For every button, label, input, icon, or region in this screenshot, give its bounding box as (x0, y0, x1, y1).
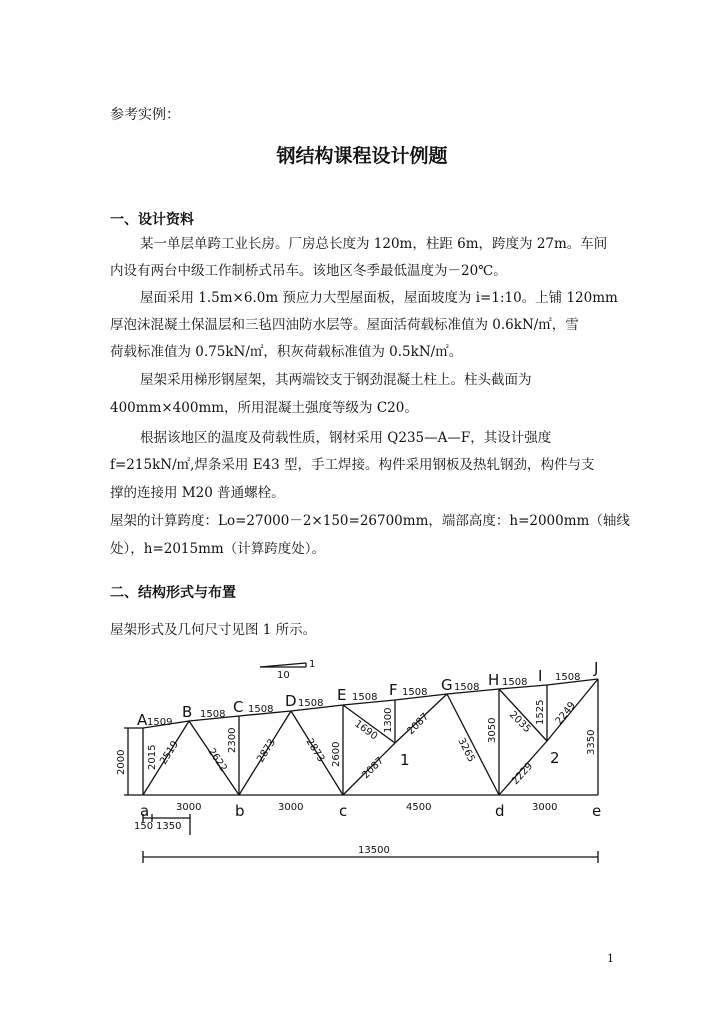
paragraph-line: 屋架的计算跨度：Lo=27000－2×150=26700mm，端部高度：h=2000mm（轴线 (110, 513, 630, 529)
member-length: 2087 (405, 711, 432, 738)
member-length: 1508 (248, 704, 274, 715)
node-label: A (137, 711, 148, 729)
node-label: B (182, 703, 193, 721)
member-length: 3265 (455, 736, 477, 765)
member-length: 2087 (360, 755, 387, 782)
paragraph-line: 撑的连接用 M20 普通螺栓。 (110, 485, 285, 501)
page-title: 钢结构课程设计例题 (276, 145, 448, 167)
member-length: 1300 (383, 707, 394, 733)
panel-mark: 1 (400, 751, 410, 769)
node-label: E (337, 686, 347, 704)
truss-svg (110, 655, 630, 870)
member-length: 2300 (227, 727, 238, 753)
node-label: I (538, 667, 543, 685)
reference-example-label: 参考实例： (110, 107, 180, 123)
panel-length: 3000 (176, 802, 202, 813)
overall-length: 13500 (358, 845, 390, 856)
member-length: 1508 (298, 698, 324, 709)
member-length: 1508 (352, 692, 378, 703)
diagonal-member (447, 694, 499, 795)
member-length: 3050 (487, 717, 498, 743)
member-length: 2873 (303, 736, 327, 765)
node-label: C (233, 698, 244, 716)
member-length: 2229 (510, 760, 536, 788)
member-length: 1508 (402, 687, 428, 698)
paragraph-line: 屋面采用 1.5m×6.0m 预应力大型屋面板，屋面坡度为 i=1:10。上铺 120mm (140, 290, 618, 306)
panel-length: 3000 (532, 802, 558, 813)
member-length: 2622 (205, 746, 229, 774)
node-label: c (339, 802, 348, 820)
offset-length: 1350 (156, 821, 182, 832)
slope-run-label: 10 (277, 670, 290, 681)
paragraph-line: 某一单层单跨工业长房。厂房总长度为 120m，柱距 6m，跨度为 27m。车间 (140, 236, 608, 252)
member-length: 2249 (553, 700, 579, 727)
node-label: G (441, 676, 453, 694)
member-length: 1508 (555, 672, 581, 683)
member-length: 2519 (158, 739, 182, 767)
panel-length: 4500 (406, 802, 432, 813)
node-label: F (389, 681, 398, 699)
figure-intro-text: 屋架形式及几何尺寸见图 1 所示。 (110, 622, 317, 638)
paragraph-line: 荷载标准值为 0.75kN/㎡，积灰荷载标准值为 0.5kN/㎡。 (110, 344, 463, 360)
node-label: b (235, 802, 245, 820)
node-label: a (140, 802, 150, 820)
member-length: 1508 (454, 682, 480, 693)
paragraph-line: 根据该地区的温度及荷载性质，钢材采用 Q235—A—F，其设计强度 (140, 430, 552, 446)
slope-rise-label: 1 (309, 659, 316, 670)
member-length: 2015 (147, 744, 158, 770)
member-length: 1690 (352, 718, 380, 743)
node-label: e (592, 802, 602, 820)
member-length: 3350 (586, 729, 597, 755)
page-number: 1 (607, 952, 614, 965)
section-2-heading: 二、结构形式与布置 (110, 585, 236, 601)
member-length: 1525 (535, 699, 546, 725)
paragraph-line: 内设有两台中级工作制桥式吊车。该地区冬季最低温度为－20℃。 (110, 263, 507, 279)
member-length: 1508 (502, 677, 528, 688)
node-label: D (285, 692, 297, 710)
paragraph-line: 处），h=2015mm（计算跨度处）。 (110, 541, 325, 557)
panel-length: 3000 (278, 802, 304, 813)
member-length: 2035 (506, 709, 533, 736)
offset-length: 150 (134, 821, 154, 832)
paragraph-line: 屋架采用梯形钢屋架，其两端铰支于钢劲混凝土柱上。柱头截面为 (140, 372, 532, 388)
panel-mark: 2 (550, 749, 560, 767)
member-length: 1508 (200, 709, 226, 720)
node-label: J (594, 659, 599, 677)
end-height-label: 2000 (116, 749, 127, 775)
section-1-heading: 一、设计资料 (110, 212, 194, 228)
node-label: H (488, 671, 500, 689)
member-length: 2873 (255, 737, 279, 765)
member-length: 2600 (331, 741, 342, 767)
truss-diagram (110, 655, 630, 870)
paragraph-line: 400mm×400mm，所用混凝土强度等级为 C20。 (110, 400, 418, 416)
member-length: 1509 (147, 717, 173, 728)
top-chord (143, 679, 598, 728)
paragraph-line: 厚泡沫混凝土保温层和三毡四油防水层等。屋面活荷载标准值为 0.6kN/㎡，雪 (110, 317, 579, 333)
paragraph-line: f=215kN/㎡,焊条采用 E43 型，手工焊接。构件采用钢板及热轧钢劲，构件与支 (110, 457, 595, 473)
node-label: d (495, 802, 505, 820)
